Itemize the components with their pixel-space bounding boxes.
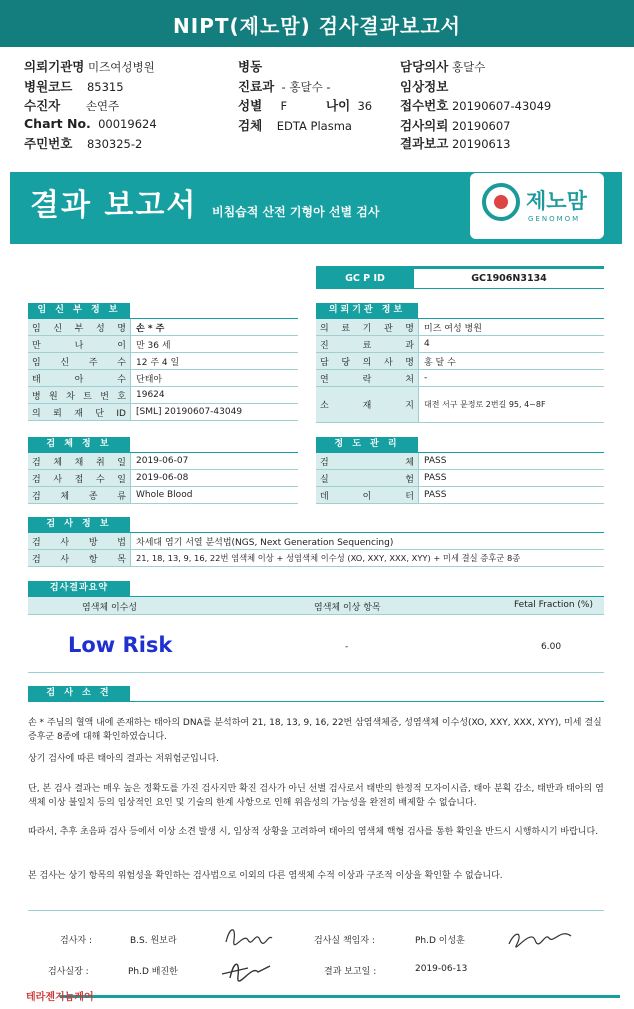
header-clinical: 임상정보 [400,79,449,94]
section-patient-info: 임 신 부 정 보 [28,303,130,318]
table-row: 태 아 수 단태아 [28,370,298,387]
result-header-row: 염색체 이수성 염색체 이상 항목 Fetal Fraction (%) [28,597,604,615]
divider [28,701,604,702]
tester-label: 검사자 : [60,936,92,946]
header-age: 나이 36 [326,98,373,113]
test-info-table [28,533,604,567]
header-chart-no: Chart No. 00019624 [24,116,157,131]
table-row: 임 신 주 수 12 주 4 일 [28,353,298,370]
tester-signature [222,922,274,950]
table-row: 검 체 채 취 일 2019-06-07 [28,453,298,470]
footer-logo: 테라젠지놈케어 [26,992,94,1003]
banner-title: 결과 보고서 [30,188,198,223]
table-row: 검 사 항 목 21, 18, 13, 9, 16, 22번 염색체 이상 + 성염색체 이수성 (XO, XXY, XXX, XYY) + 미세 결실 증후군 8종 [28,550,604,567]
divider [28,910,604,911]
footer-line [60,995,620,998]
section-qc-info: 정 도 관 리 [316,437,418,452]
findings-paragraph: 상기 검사에 따른 태아의 결과는 저위험군입니다. [28,754,220,764]
table-row: 검 사 접 수 일 2019-06-08 [28,470,298,487]
header-specimen: 검체 EDTA Plasma [238,118,352,133]
report-title: NIPT(제노맘) 검사결과보고서 [173,14,461,38]
findings-paragraph: 단, 본 검사 결과는 매우 높은 정확도를 가진 검사지만 확진 검사가 아닌 선별 검사로서 태반의 한정적 모자이시즘, 태아 분획 감소, 태반과 태아의 염색체 이상 불일치 등의 임상적인 요인 및 기술의 한계 사항으로 인해 위음성의 가능성을 완전히 배제할 수 없습니다. [28,784,604,808]
tester-name: B.S. 원보라 [130,936,177,946]
banner-subtitle: 비침습적 산전 기형아 선별 검사 [212,205,380,219]
header-institution: 의뢰기관명 미즈여성병원 [24,59,155,74]
fetal-fraction: 6.00 [541,642,562,652]
head-signature [218,954,274,982]
header-doctor: 담당의사 홍달수 [400,59,486,74]
logo-dot-icon [494,195,508,209]
table-row: 검 체 PASS [316,453,604,470]
patient-info-table [28,319,298,421]
head-name: Ph.D 배진한 [128,967,178,977]
table-row: 진 료 과 4 [316,336,604,353]
abnormal-item: - [345,642,349,652]
findings-paragraph: 본 검사는 상기 항목의 위험성을 확인하는 검사법으로 이외의 다른 염색체 수적 이상과 구조적 이상을 확인할 수 없습니다. [28,871,503,881]
table-row: 만 나 이 만 36 세 [28,336,298,353]
table-row: 소 재 지 대전 서구 문정로 2번길 95, 4~8F [316,387,604,423]
gcpid-value: GC1906N3134 [471,273,547,284]
table-row: 검 사 방 법 차세대 염기 서열 분석법(NGS, Next Generation Sequencing) [28,533,604,550]
section-test-info: 검 사 정 보 [28,517,130,532]
head-label: 검사실장 : [48,967,89,977]
header-dept: 진료과 - 홍달수 - [238,79,331,94]
findings-paragraph: 따라서, 추후 초음파 검사 등에서 이상 소견 발생 시, 임상적 상황을 고려하여 태아의 염색체 핵형 검사를 통한 확인을 반드시 시행하시기 바랍니다. [28,827,599,837]
table-row: 연 락 처 - [316,370,604,387]
genomom-logo: 제노맘 GENOMOM [470,173,604,239]
section-findings: 검 사 소 견 [28,686,130,701]
table-row: 담 당 의 사 명 홍 달 수 [316,353,604,370]
report-title-bar [0,0,634,47]
table-row: 실 험 PASS [316,470,604,487]
table-row: 임 신 부 성 명 손 * 주 [28,319,298,336]
header-report-date: 결과보고 20190613 [400,136,511,151]
chief-signature [505,922,575,952]
section-result-summary: 검사결과요약 [28,581,130,596]
table-row: 검 체 종 류 Whole Blood [28,487,298,504]
header-ward: 병동 [238,59,263,74]
risk-result: Low Risk [68,633,173,657]
report-date: 2019-06-13 [415,964,468,974]
findings-paragraph: 손 * 주님의 혈액 내에 존재하는 태아의 DNA를 분석하여 21, 18, 13, 9, 16, 22번 삼염색체증, 성염색체 이수성(XO, XXY, XXX, XYY), 미세 결실 증후군 8종에 대해 확인하였습니다. [28,718,602,742]
table-row: 병 원 차 트 번 호 19624 [28,387,298,404]
chief-label: 검사실 책임자 : [314,936,375,946]
header-reception: 접수번호 20190607-43049 [400,98,552,113]
header-request: 검사의뢰 20190607 [400,118,511,133]
qc-info-table [316,453,604,504]
table-row: 데 이 터 PASS [316,487,604,504]
header-id-no: 주민번호 830325-2 [24,136,143,151]
institution-info-table [316,319,604,423]
section-institution-info: 의뢰기관 정보 [316,303,418,318]
chief-name: Ph.D 이성훈 [415,936,465,946]
gcpid-box [316,266,604,289]
table-row: 의 료 기 관 명 미즈 여성 병원 [316,319,604,336]
table-row: 의 뢰 재 단 ID [SML] 20190607-43049 [28,404,298,421]
gcpid-label: GC P ID [316,269,414,288]
header-hospital-code: 병원코드 85315 [24,79,124,94]
section-specimen-info: 검 체 정 보 [28,437,130,452]
header-sex: 성별 F [238,98,288,113]
header-recipient: 수진자 손연주 [24,98,120,113]
divider [28,672,604,673]
report-date-label: 결과 보고일 : [324,967,377,977]
specimen-info-table [28,453,298,504]
